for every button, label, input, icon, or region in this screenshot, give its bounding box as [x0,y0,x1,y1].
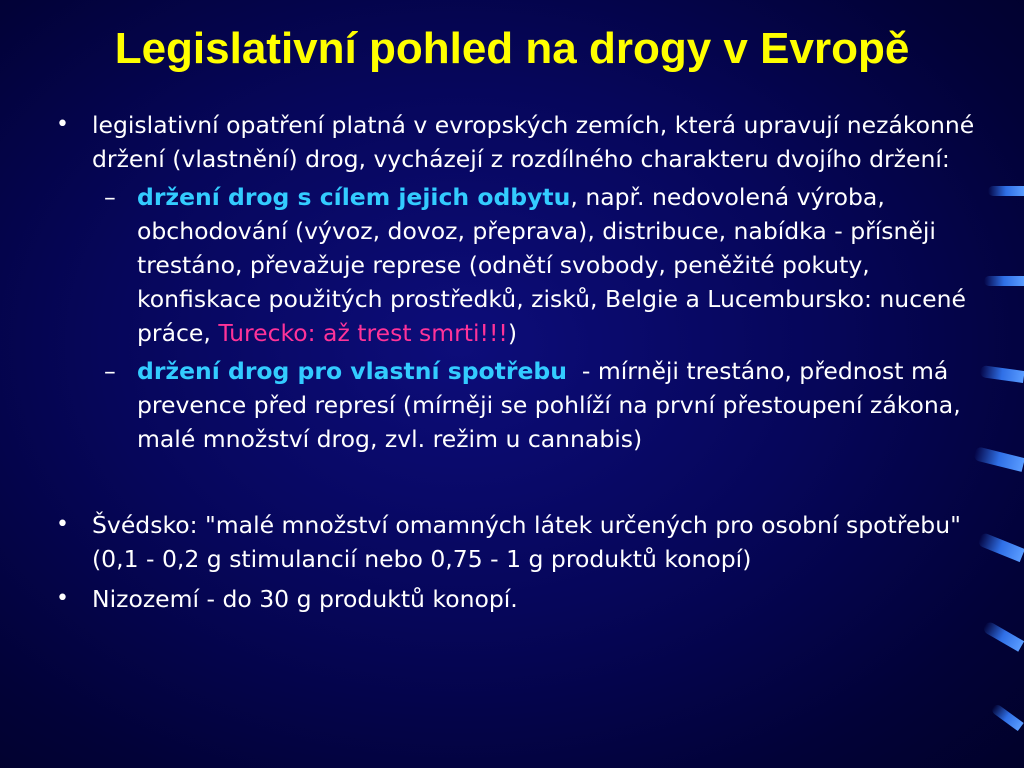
slide-content [50,108,990,616]
sub-item-text: , např. nedovolená výroba, obchodování (vývoz, dovoz, přeprava), distribuce, nabídka - přísněji trestáno, převažuje represe (odnětí svobody, peněžité pokuty, konfiskace použitých prostředků, zisků, Belgie a Lucembursko: nucené práce, [137,183,966,347]
bullet-item [50,582,990,616]
sub-item-tail: ) [507,319,517,347]
slide-title: Legislativní pohled na drogy v Evropě [114,24,910,73]
bullet-text: Nizozemí - do 30 g produktů konopí. [92,585,518,613]
bullet-icon: • [56,512,69,537]
dash-icon: – [104,183,116,211]
sub-item [50,180,990,350]
decorative-streak [982,620,1024,651]
sub-item-bold: držení drog s cílem jejich odbytu [137,183,571,211]
bullet-icon: • [56,112,69,137]
bullet-item [50,108,990,176]
sub-item-bold: držení drog pro vlastní spotřebu [137,357,567,385]
decorative-streak [990,703,1023,731]
dash-icon: – [104,357,116,385]
sub-item-text: - mírněji trestáno, přednost má prevence před represí (mírněji se pohlíží na první přestoupení zákona, malé množství drog, zvl. režim u cannabis) [137,357,969,453]
bullet-text: legislativní opatření platná v evropských zemích, která upravují nezákonné držení (vlastnění) drog, vycházejí z rozdílného charakteru dvojího držení: [92,111,975,173]
bullet-item [50,508,990,576]
bullet-text: Švédsko: "malé množství omamných látek určených pro osobní spotřebu" (0,1 - 0,2 g stimulancií nebo 0,75 - 1 g produktů konopí) [92,511,961,573]
bullet-icon: • [56,586,69,611]
sub-item-highlight: Turecko: až trest smrti!!! [218,319,508,347]
decorative-streak [988,186,1024,196]
spacer [50,456,990,508]
decorative-streak [984,276,1024,286]
sub-item [50,354,990,456]
